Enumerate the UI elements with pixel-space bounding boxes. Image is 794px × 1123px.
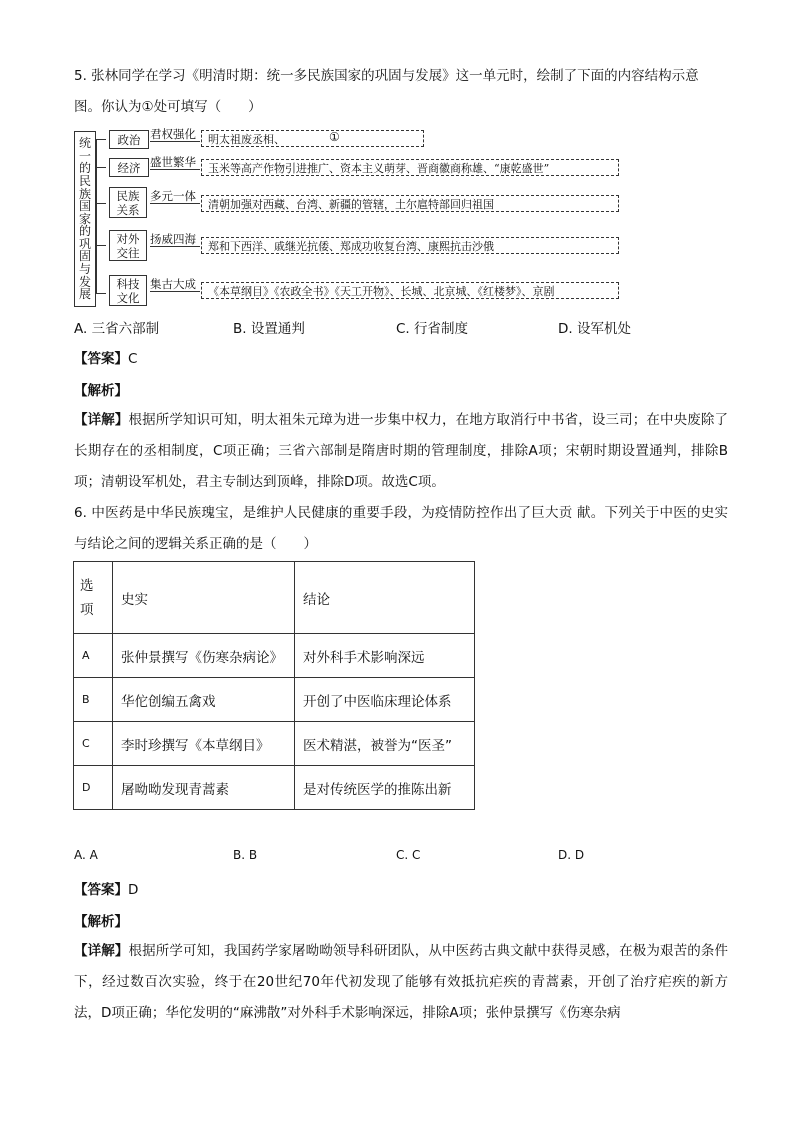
keyword-underline (150, 291, 200, 292)
q5-option-c[interactable]: C. 行省制度 (396, 321, 469, 337)
diagram-title-char: 发 (78, 274, 91, 289)
table-header-row (74, 562, 475, 634)
blank-marker: ① (329, 130, 340, 144)
answer-value: C (128, 351, 138, 367)
q6-option-a[interactable]: A. A (74, 848, 98, 862)
content-box-politics (201, 130, 424, 147)
q5-option-b[interactable]: B. 设置通判 (233, 321, 305, 337)
q6-detail (74, 936, 728, 1029)
q6-option-c[interactable]: C. C (396, 848, 421, 862)
analysis-label: 【解析】 (74, 383, 128, 399)
table-cell-conclusion: 是对传统医学的推陈出新 (295, 766, 475, 810)
table-cell-fact: 李时珍撰写《本草纲目》 (113, 722, 295, 766)
q6-options (74, 848, 724, 868)
table-cell-conclusion: 对外科手术影响深远 (295, 634, 475, 678)
table-row (74, 678, 475, 722)
q6-option-d[interactable]: D. D (558, 848, 585, 862)
table-row (74, 766, 475, 810)
diagram-bracket (96, 139, 107, 293)
q5-stem-line2: 图。你认为①处可填写（ ） (74, 99, 262, 115)
content-economy: 玉米等高产作物引进推广、资本主义萌芽、晋商徽商称雄、“康乾盛世” (208, 162, 550, 175)
q5-structure-diagram (74, 127, 624, 307)
diagram-title-char: 的 (78, 161, 91, 176)
q5-answer (74, 347, 137, 367)
keyword-underline (150, 203, 200, 204)
content-box-economy (201, 159, 619, 176)
table-header-option: 选项 (74, 562, 113, 634)
table-cell-option: B (74, 678, 113, 722)
table-cell-fact: 屠呦呦发现青蒿素 (113, 766, 295, 810)
diagram-title-char: 家 (78, 211, 91, 226)
content-box-foreign-relations (201, 237, 619, 254)
table-row (74, 722, 475, 766)
keyword-underline (150, 141, 200, 142)
q6-table (73, 561, 475, 810)
diagram-title-char: 与 (78, 262, 91, 277)
analysis-label: 【解析】 (74, 914, 128, 930)
content-foreign-relations: 郑和下西洋、戚继光抗倭、郑成功收复台湾、康熙抗击沙俄 (208, 240, 494, 253)
q5-option-a[interactable]: A. 三省六部制 (74, 321, 160, 337)
diagram-title-char: 统 (78, 136, 91, 151)
diagram-title-char: 展 (78, 287, 91, 302)
answer-label: 【答案】 (74, 351, 128, 367)
table-header-fact: 史实 (113, 562, 295, 634)
table-cell-fact: 张仲景撰写《伤寒杂病论》 (113, 634, 295, 678)
table-cell-option: A (74, 634, 113, 678)
detail-label: 【详解】 (74, 943, 129, 959)
q6-answer (74, 878, 138, 898)
q6-option-b[interactable]: B. B (233, 848, 258, 862)
diagram-title-char: 族 (78, 186, 91, 201)
bracket-tick (96, 139, 106, 140)
content-box-science-culture (201, 282, 619, 299)
table-header-conclusion: 结论 (295, 562, 475, 634)
keyword-economy: 盛世繁华 (150, 155, 196, 169)
diagram-title-char: 的 (78, 224, 91, 239)
table-cell-option: D (74, 766, 113, 810)
q5-options (74, 317, 724, 337)
keyword-foreign-relations: 扬威四海 (150, 232, 196, 246)
content-ethnic-relations: 清朝加强对西藏、台湾、新疆的管辖，土尔扈特部回归祖国 (208, 198, 494, 211)
keyword-politics: 君权强化 (150, 127, 196, 141)
answer-value: D (128, 882, 139, 898)
bracket-tick (96, 203, 106, 204)
bracket-tick (96, 245, 106, 246)
keyword-ethnic-relations: 多元一体 (150, 189, 196, 203)
table-cell-conclusion: 医术精湛，被誉为“医圣” (295, 722, 475, 766)
detail-text: 根据所学可知，我国药学家屠呦呦领导科研团队，从中医药古典文献中获得灵感，在极为艰苦的条件下，经过数百次实验，终于在20世纪70年代初发现了能够有效抵抗疟疾的青蒿素，开创了治疗疟疾的新方法，D项正确；华佗发明的“麻沸散”对外科手术影响深远，排除A项；张仲景撰写《伤寒杂病 (74, 943, 729, 1021)
content-box-ethnic-relations (201, 195, 619, 212)
category-box-science-culture: 科技文化 (109, 275, 147, 306)
q5-stem-line1: 5. 张林同学在学习《明清时期：统一多民族国家的巩固与发展》这一单元时，绘制了下面的内容结构示意 (74, 68, 699, 84)
q5-detail (74, 405, 728, 498)
category-box-politics: 政治 (109, 130, 149, 149)
keyword-underline (150, 246, 200, 247)
q6-analysis-label (74, 910, 128, 930)
q5-option-d[interactable]: D. 设军机处 (558, 321, 631, 337)
table-cell-fact: 华佗创编五禽戏 (113, 678, 295, 722)
diagram-title-char: 国 (78, 199, 91, 214)
category-box-economy: 经济 (109, 158, 149, 177)
diagram-title-char: 固 (78, 249, 91, 264)
keyword-science-culture: 集古大成 (150, 277, 196, 291)
q6-stem: 6. 中医药是中华民族瑰宝，是维护人民健康的重要手段，为疫情防控作出了巨大贡 献。下列关于中医的史实与结论之间的逻辑关系正确的是（ ） (74, 505, 728, 552)
keyword-underline (150, 169, 200, 170)
category-box-ethnic-relations: 民族关系 (109, 187, 147, 218)
diagram-title-char: 民 (78, 173, 91, 188)
table-cell-option: C (74, 722, 113, 766)
detail-label: 【详解】 (74, 412, 129, 428)
diagram-title-char: 一 (78, 148, 91, 163)
table-cell-conclusion: 开创了中医临床理论体系 (295, 678, 475, 722)
detail-text: 根据所学知识可知，明太祖朱元璋为进一步集中权力，在地方取消行中书省，设三司；在中央废除了长期存在的丞相制度，C项正确；三省六部制是隋唐时期的管理制度，排除A项；宋朝时期设置通判，排除B项；清朝设军机处，君主专制达到顶峰，排除D项。故选C项。 (74, 412, 729, 490)
bracket-tick (96, 167, 106, 168)
content-science-culture: 《本草纲目》《农政全书》《天工开物》、长城、北京城、《红楼梦》、京剧 (208, 285, 555, 298)
table-row (74, 634, 475, 678)
q5-analysis-label (74, 379, 128, 399)
bracket-tick (96, 293, 106, 294)
category-box-foreign-relations: 对外交往 (109, 230, 147, 261)
diagram-title-char: 巩 (78, 236, 91, 251)
answer-label: 【答案】 (74, 882, 128, 898)
content-politics: 明太祖废丞相、 (208, 133, 285, 146)
diagram-title-box (74, 131, 96, 307)
